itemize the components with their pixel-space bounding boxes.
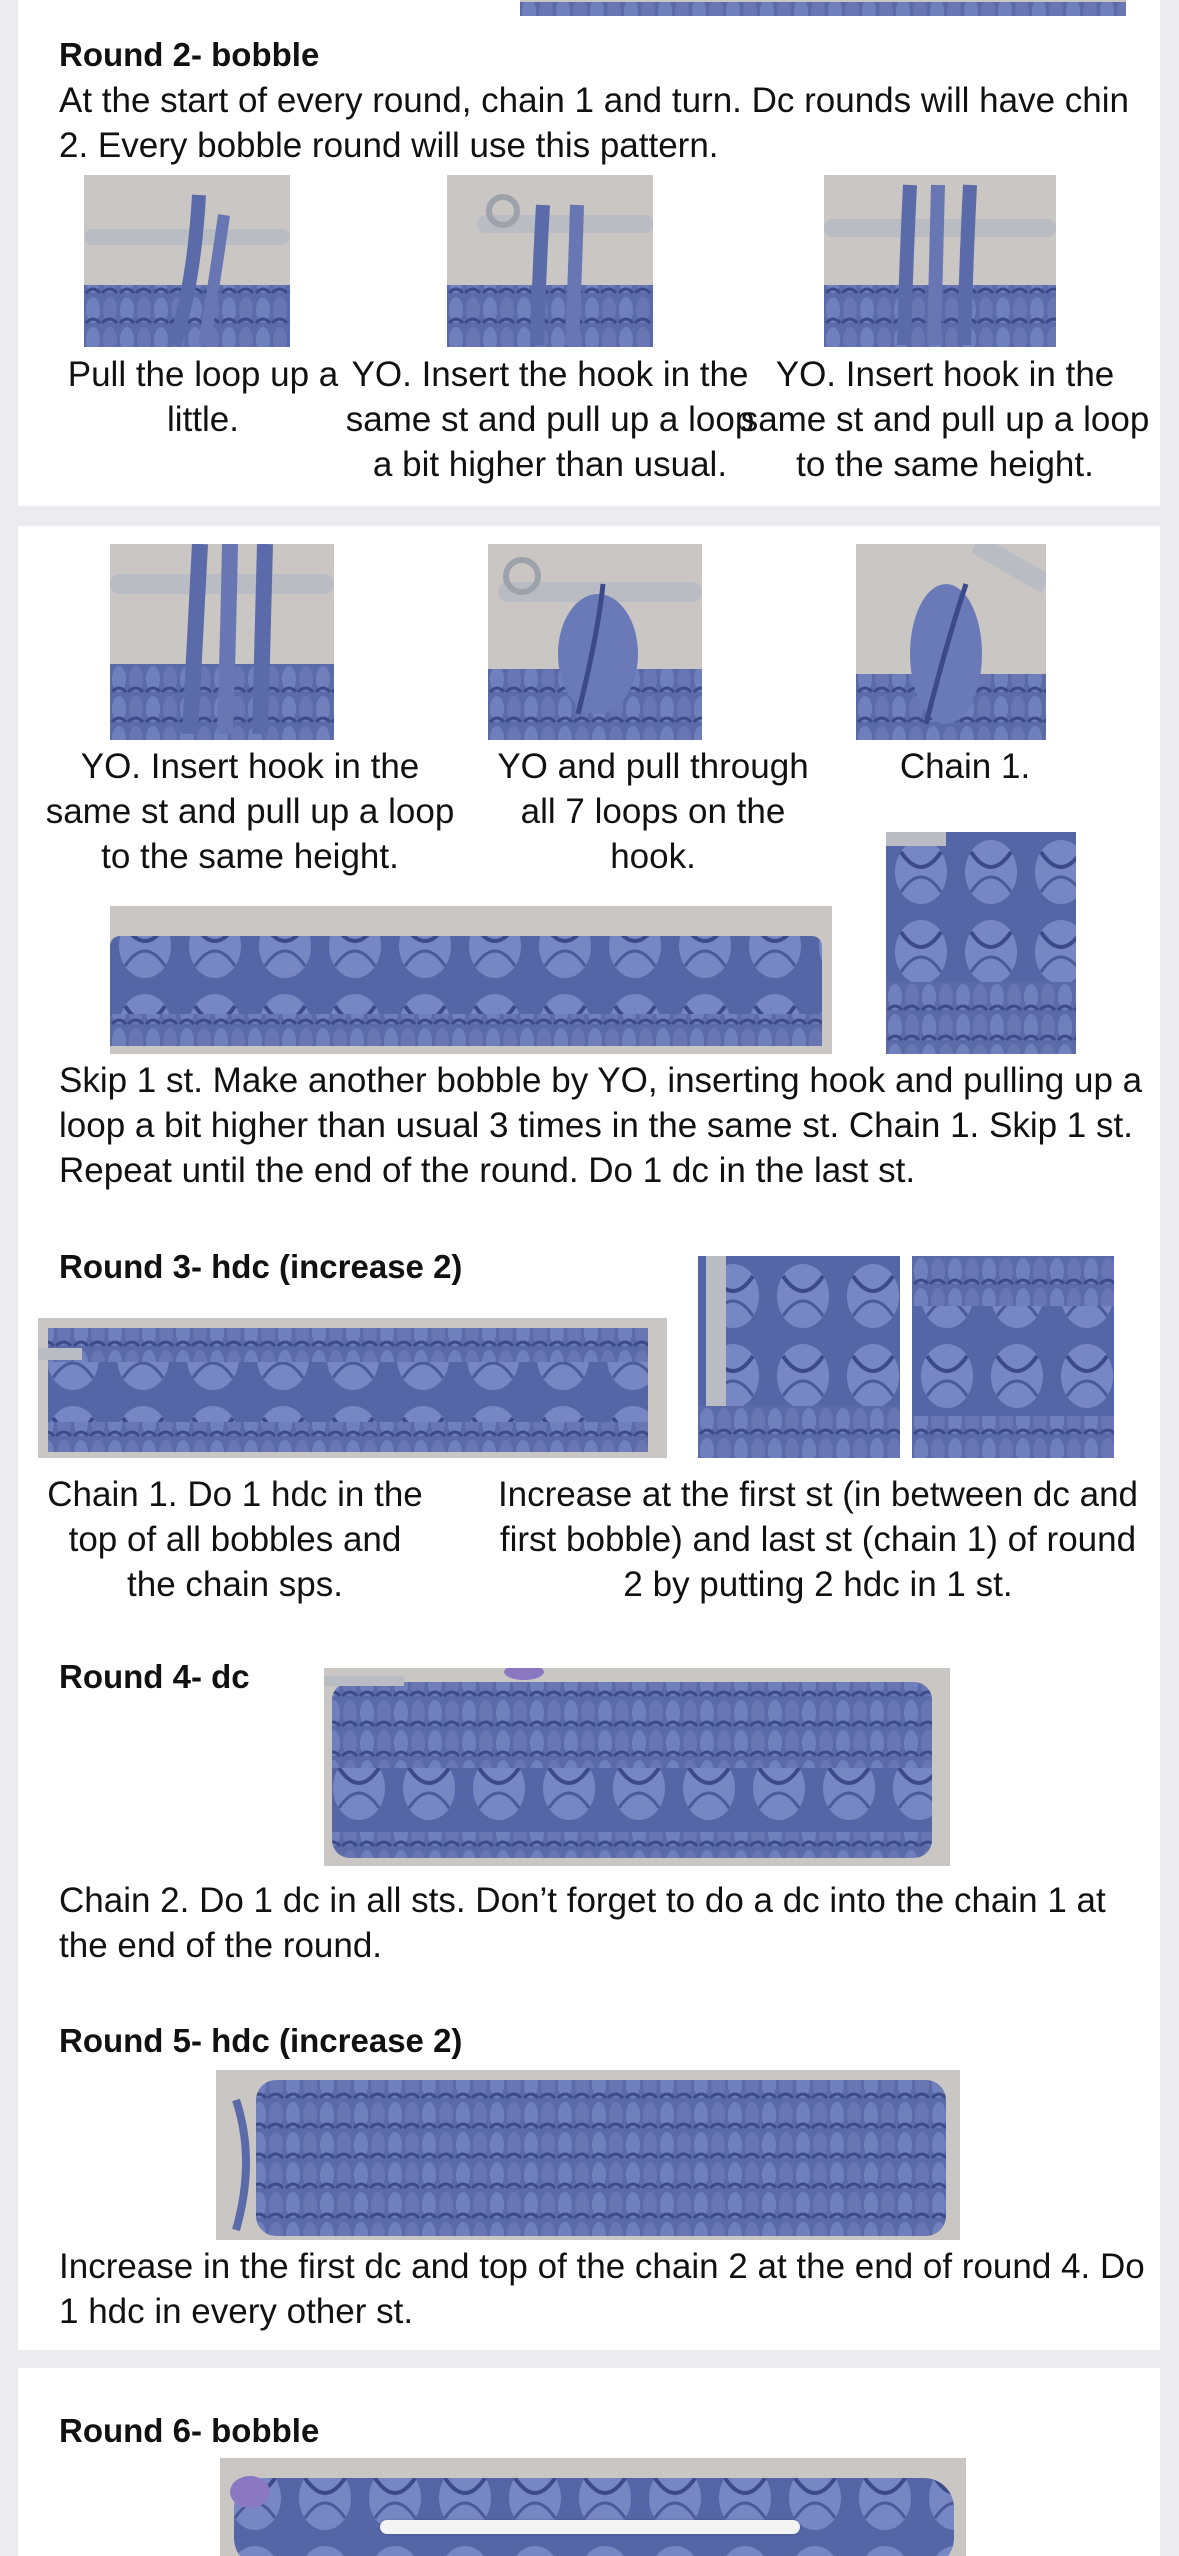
round-2-instructions: At the start of every round, chain 1 and turn. Dc rounds will have chin 2. Every bobble round will use this pattern. (59, 81, 1130, 165)
yo-insert-hook-same-height-photo (824, 175, 1056, 347)
pull-loop-photo (84, 175, 290, 347)
round-2-continue-instructions: Skip 1 st. Make another bobble by YO, inserting hook and pulling up a loop a bit higher than usual 3 times in the same st. Chain 1. Skip 1 st. Repeat until the end of the round. Do 1 dc in the last st. (59, 1061, 1143, 1190)
round-6-heading: Round 6- bobble (59, 2412, 320, 2449)
round-4-instructions: Chain 2. Do 1 dc in all sts. Don’t forget to do a dc into the chain 1 at the end of the round. (59, 1881, 1106, 1965)
round-2-card (18, 0, 1160, 506)
yo-insert-hook-photo-2 (110, 544, 334, 740)
caption-chain-1: Chain 1. (899, 747, 1031, 786)
round-5-hdc-photo (216, 2070, 960, 2240)
round-5-instructions: Increase in the first dc and top of the chain 2 at the end of round 4. Do 1 hdc in every other st. (59, 2247, 1145, 2331)
previous-photo (520, 0, 1126, 16)
caption-yo-insert-hook: YO. Insert the hook in the same st and pull up a loop a bit higher than usual. (345, 355, 755, 484)
round-4-heading: Round 4- dc (59, 1658, 250, 1695)
increase-last-st-photo (912, 1256, 1114, 1458)
home-indicator[interactable] (380, 2520, 800, 2534)
round-4-dc-photo (324, 1668, 950, 1866)
yo-insert-hook-photo (447, 175, 653, 347)
round-2-heading: Round 2- bobble (59, 36, 320, 73)
caption-round-3-increase: Increase at the first st (in between dc and first bobble) and last st (chain 1) of round 2 by putting 2 hdc in 1 st. (497, 1475, 1139, 1604)
bobble-close-up-photo (886, 832, 1076, 1054)
caption-yo-same-height: YO. Insert hook in the same st and pull up a loop to the same height. (740, 355, 1150, 484)
rounds-2-5-card (18, 526, 1160, 2350)
chain-1-photo (856, 544, 1046, 740)
round-3-heading: Round 3- hdc (increase 2) (59, 1248, 463, 1285)
caption-pull-through-loops: YO and pull through all 7 loops on the hook. (497, 747, 809, 876)
round-3-hdc-photo (38, 1318, 667, 1458)
caption-round-3-hdc: Chain 1. Do 1 hdc in the top of all bobbles and the chain sps. (47, 1475, 423, 1604)
round-5-heading: Round 5- hdc (increase 2) (59, 2022, 463, 2059)
caption-pull-loop: Pull the loop up a little. (67, 355, 339, 439)
caption-yo-same-height-2: YO. Insert hook in the same st and pull up a loop to the same height. (45, 747, 455, 876)
increase-first-st-photo (698, 1256, 900, 1458)
bobble-row-photo (110, 906, 832, 1054)
round-6-bobble-photo (220, 2458, 966, 2556)
pull-through-loops-photo (488, 544, 702, 740)
